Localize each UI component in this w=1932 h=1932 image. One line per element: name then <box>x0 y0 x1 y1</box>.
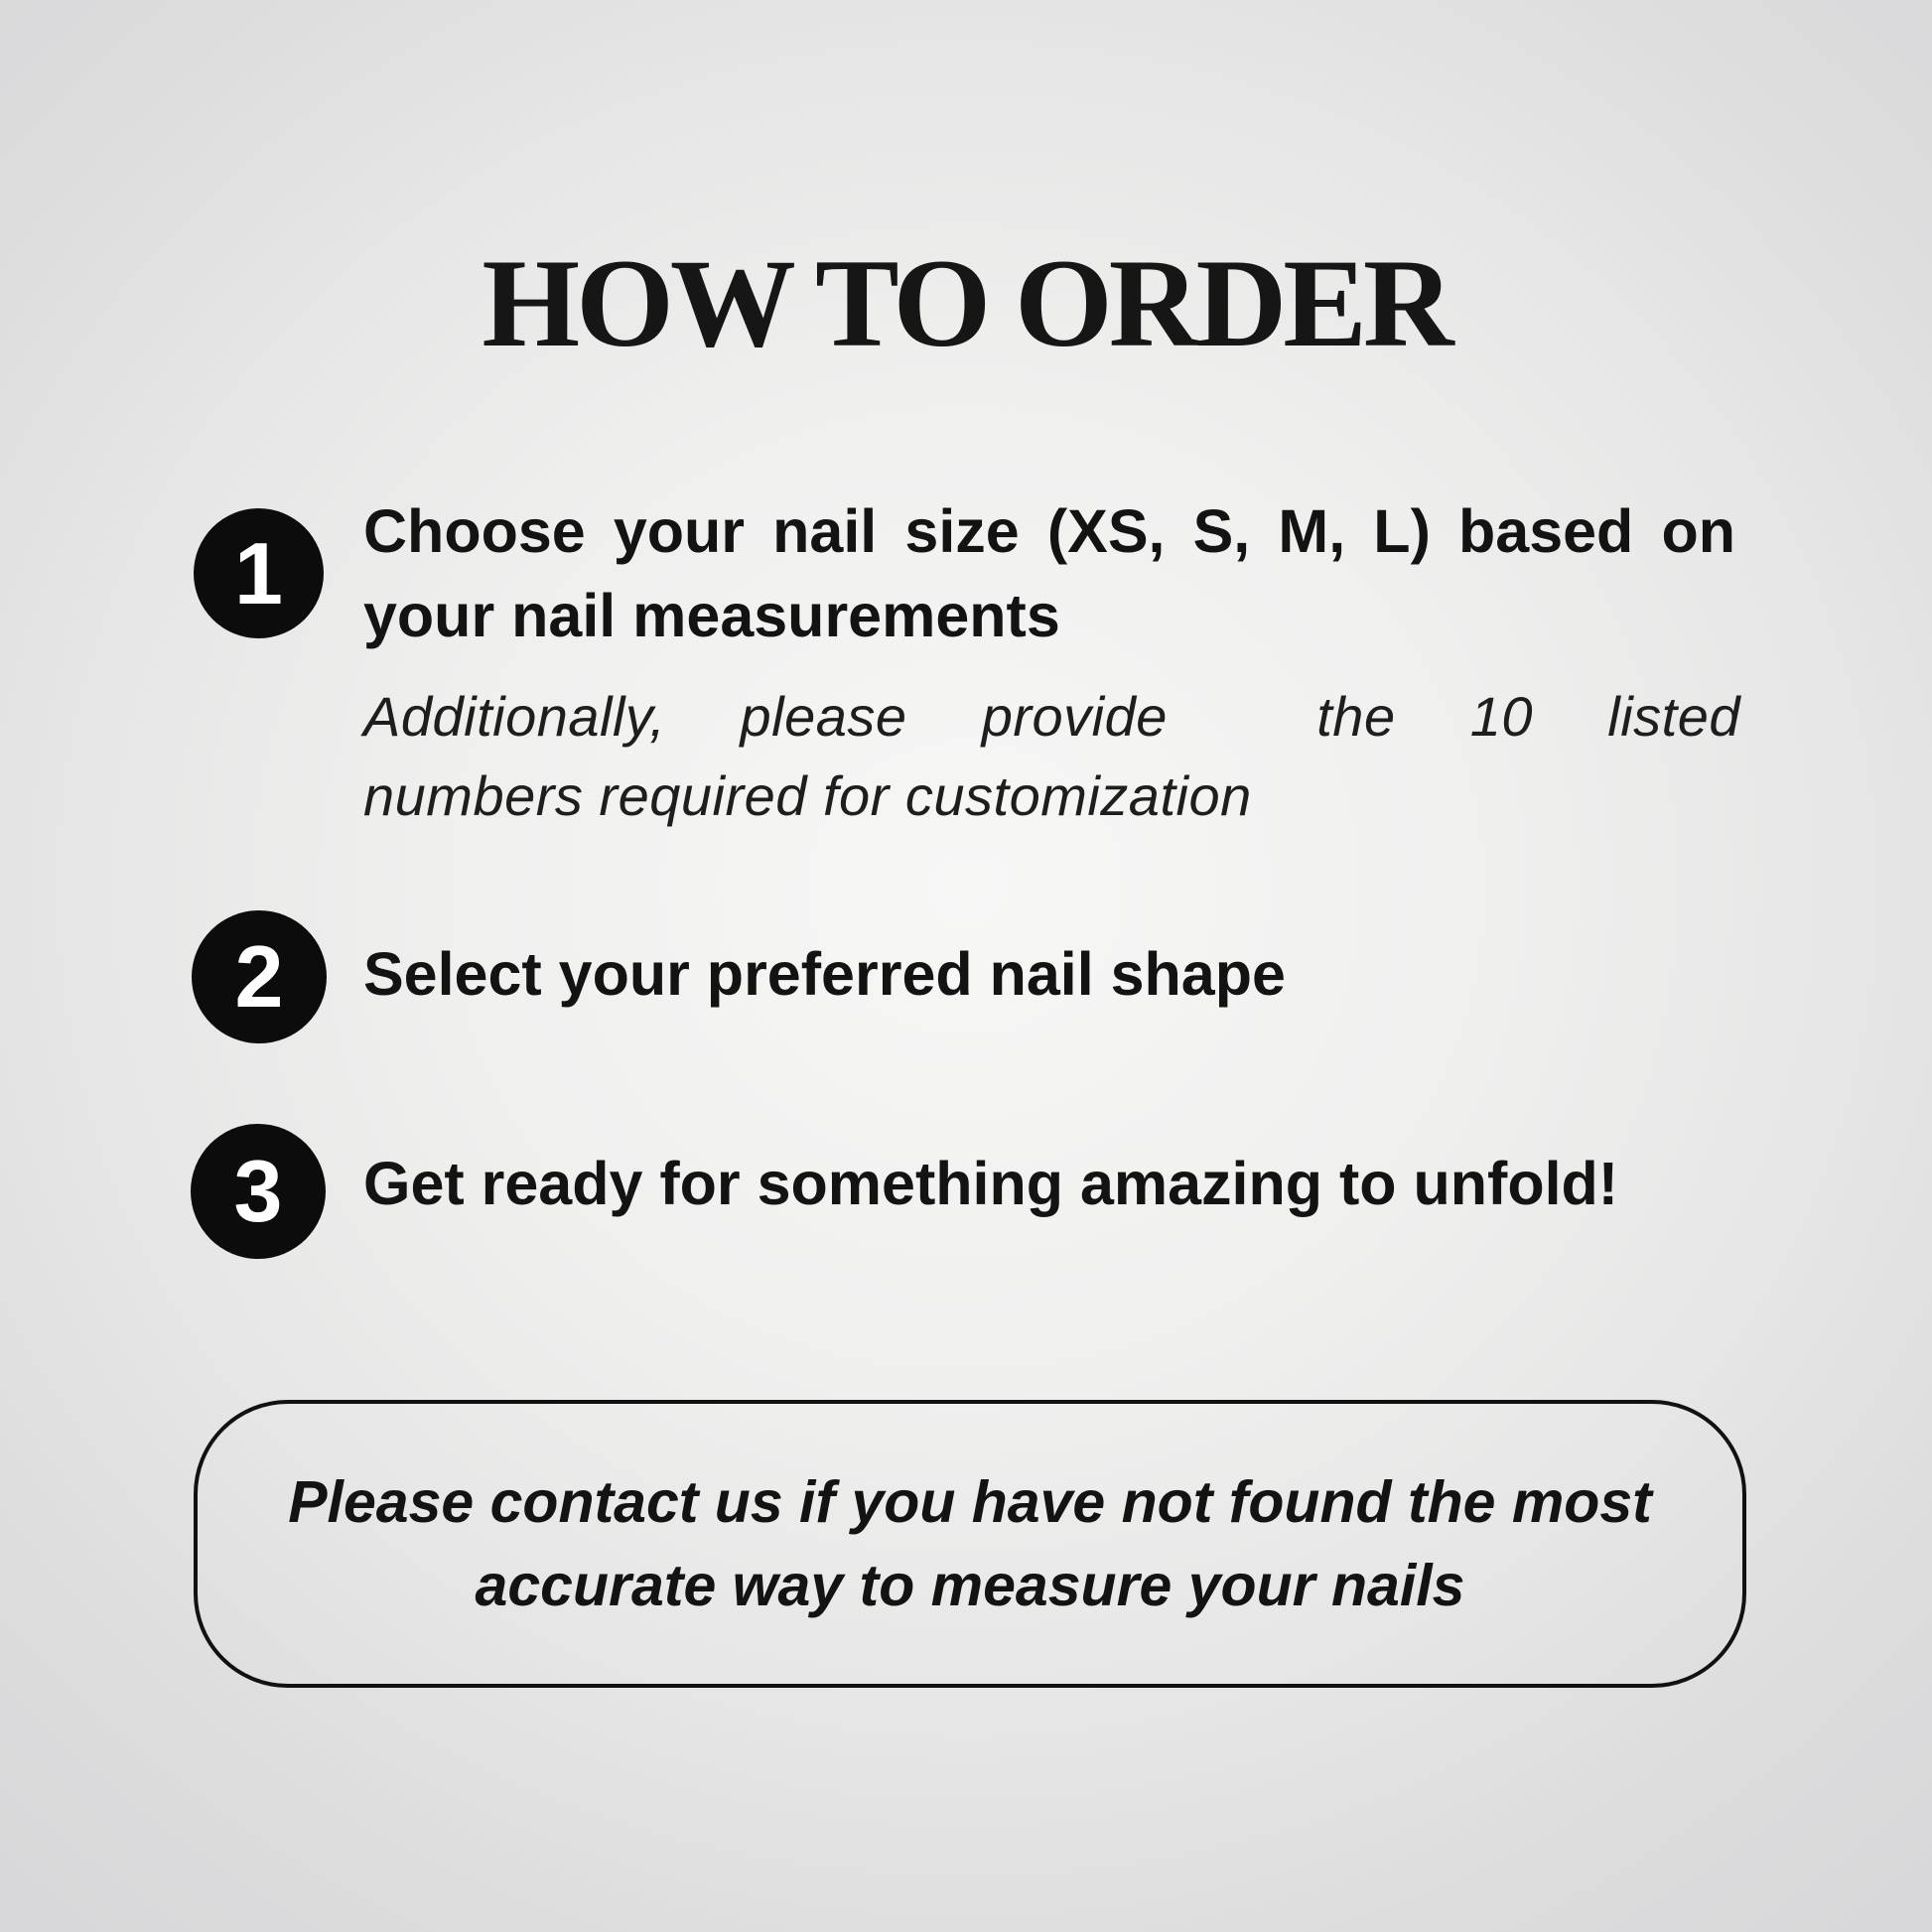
step-2-line-1: Select your preferred nail shape <box>363 940 1286 1008</box>
step-1-text <box>363 489 1735 658</box>
step-2-text <box>363 932 1455 1017</box>
step-3-line-1: Get ready for something amazing to unfold! <box>363 1150 1619 1217</box>
step-2-number-badge <box>192 910 327 1043</box>
step-1-note <box>363 677 1740 836</box>
step-3-number-badge <box>191 1124 326 1259</box>
step-2-number: 2 <box>234 927 284 1026</box>
step-1-line-2: your nail measurements <box>363 582 1060 649</box>
contact-note-box <box>194 1400 1746 1688</box>
step-1-number: 1 <box>234 523 283 622</box>
step-1-line-1: Choose your nail size (XS, S, M, L) based on <box>363 497 1735 565</box>
step-1-note-line-1: Additionally, please provide the 10 listed <box>363 685 1740 748</box>
page-title: HOW TO ORDER <box>482 234 1450 373</box>
step-3-text <box>363 1142 1735 1226</box>
step-1-note-line-2: numbers required for customization <box>363 764 1252 827</box>
contact-note-line-1: Please contact us if you have not found the most <box>288 1469 1652 1535</box>
contact-note-line-2: accurate way to measure your nails <box>475 1553 1465 1618</box>
step-3-number: 3 <box>233 1142 283 1240</box>
step-1-number-badge <box>194 508 324 638</box>
